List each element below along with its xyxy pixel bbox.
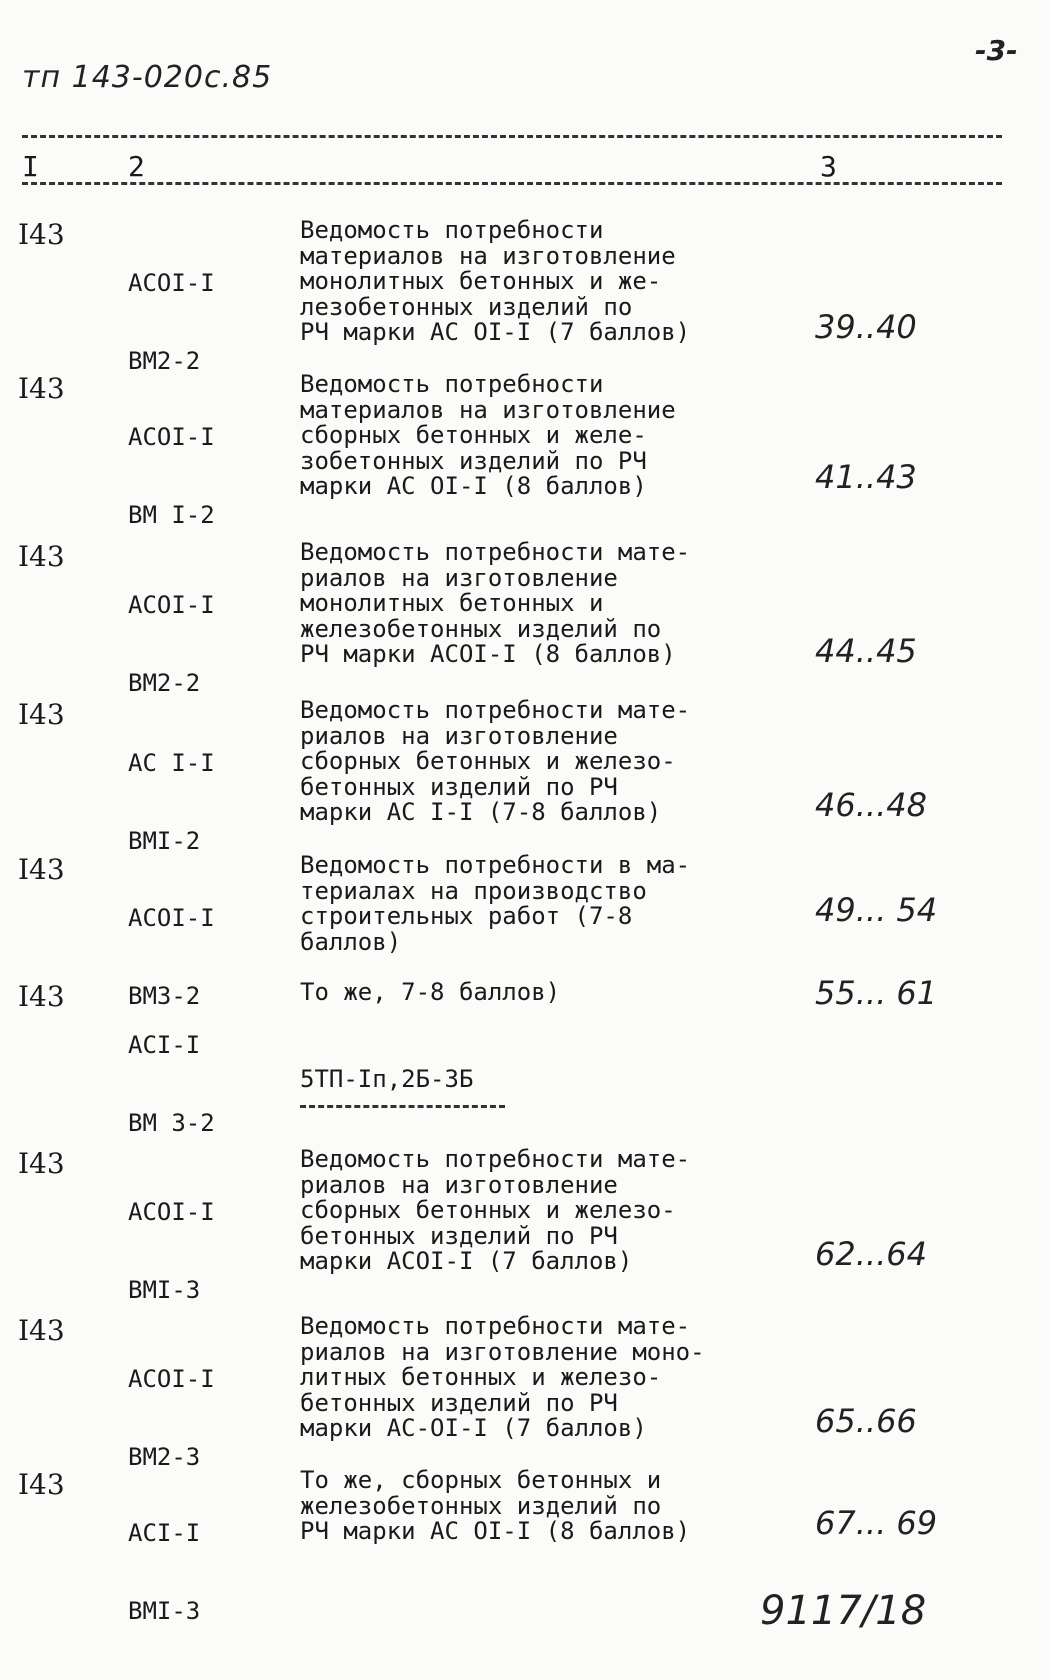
dashed-rule-header: [22, 182, 1002, 185]
album-code-line: ACI-I: [128, 1031, 201, 1059]
description-line: лезобетонных изделий по: [300, 292, 633, 321]
document-description: [300, 853, 770, 955]
description-line: риалов на изготовление моно-: [300, 1337, 705, 1366]
album-code-line: BM2-2: [128, 347, 201, 375]
album-code: [128, 1468, 215, 1676]
description-line: То же, 7-8 баллов): [300, 978, 561, 1006]
description-line: бетонных изделий по РЧ: [300, 1221, 618, 1250]
column-header-2: 2: [128, 150, 145, 183]
page-range: 67... 69: [815, 1504, 938, 1542]
description-line: монолитных бетонных и: [300, 589, 604, 617]
album-code-line: ACOI-I: [128, 904, 215, 932]
page-range: 44..45: [815, 632, 917, 670]
series-number: I43: [18, 980, 65, 1013]
description-line: бетонных изделий по РЧ: [300, 1388, 618, 1417]
description-line: бетонных изделий по РЧ: [300, 772, 618, 801]
description-line: сборных бетонных и желе-: [300, 421, 647, 449]
document-description: [300, 1147, 770, 1275]
column-header-3: 3: [820, 150, 837, 183]
page-range: 62...64: [815, 1235, 927, 1273]
album-code-line: BMI-3: [128, 1276, 201, 1304]
description-line: Ведомость потребности: [300, 370, 604, 398]
album-code-line: BM I-2: [128, 501, 215, 529]
album-code-line: BMI-3: [128, 1597, 201, 1625]
album-code-line: BM 3-2: [128, 1109, 215, 1137]
album-code-line: AC I-I: [128, 749, 215, 777]
description-line: сборных бетонных и железо-: [300, 747, 676, 775]
description-line: сборных бетонных и железо-: [300, 1196, 676, 1224]
album-code-line: ACOI-I: [128, 423, 215, 451]
document-description: [300, 218, 770, 346]
archive-number: 9117/18: [760, 1588, 927, 1634]
description-line: марки АС I-I (7-8 баллов): [300, 798, 662, 826]
series-number: I43: [18, 372, 65, 405]
page-range: 49... 54: [815, 891, 938, 929]
description-line: риалов на изготовление: [300, 1170, 618, 1199]
description-line: марки ACOI-I (7 баллов): [300, 1247, 633, 1275]
album-code-line: BM3-2: [128, 982, 201, 1010]
description-line: Ведомость потребности мате-: [300, 1312, 691, 1340]
album-code-line: ACOI-I: [128, 1365, 215, 1393]
description-line: териалах на производство: [300, 876, 647, 905]
page-range: 41..43: [815, 458, 917, 496]
document-code: тп 143-020с.85: [22, 60, 273, 95]
page-number: -3-: [975, 34, 1018, 67]
description-line: железобетонных изделий по: [300, 1491, 662, 1520]
description-line: материалов на изготовление: [300, 395, 676, 424]
description-line: РЧ марки АС OI-I (7 баллов): [300, 318, 691, 346]
description-line: Ведомость потребности мате-: [300, 1145, 691, 1173]
description-line: железобетонных изделий по: [300, 614, 662, 643]
column-header-1: I: [22, 150, 39, 183]
description-line: риалов на изготовление: [300, 563, 618, 592]
series-number: I43: [18, 853, 65, 886]
page-range: 65..66: [815, 1402, 917, 1440]
description-line: Ведомость потребности мате-: [300, 696, 691, 724]
album-code-line: BMI-2: [128, 827, 201, 855]
album-code-line: ACOI-I: [128, 269, 215, 297]
description-line: марки АС OI-I (8 баллов): [300, 472, 647, 500]
document-description: [300, 698, 770, 826]
description-line: монолитных бетонных и же-: [300, 267, 662, 295]
section-title: 5ТП-Iп,2Б-3Б: [300, 1065, 474, 1093]
page-range: 55... 61: [815, 974, 938, 1012]
album-code-line: ACOI-I: [128, 591, 215, 619]
description-line: Ведомость потребности: [300, 216, 604, 244]
description-line: баллов): [300, 927, 402, 956]
document-description: [300, 540, 770, 668]
document-description: [300, 1468, 770, 1545]
series-number: I43: [18, 540, 65, 573]
series-number: I43: [18, 1468, 65, 1501]
description-line: строительных работ (7-8: [300, 902, 633, 930]
description-line: зобетонных изделий по РЧ: [300, 446, 647, 475]
dashed-rule-top: [22, 135, 1002, 138]
series-number: I43: [18, 1147, 65, 1180]
document-description: [300, 980, 770, 1006]
album-code-line: BM2-2: [128, 669, 201, 697]
document-description: [300, 372, 770, 500]
description-line: РЧ марки АС OI-I (8 баллов): [300, 1517, 691, 1545]
series-number: I43: [18, 1314, 65, 1347]
dashed-rule-section: [300, 1105, 505, 1108]
album-code-line: ACI-I: [128, 1519, 201, 1547]
album-code-line: BM2-3: [128, 1443, 201, 1471]
description-line: РЧ марки ACOI-I (8 баллов): [300, 640, 676, 668]
page-range: 46...48: [815, 786, 927, 824]
series-number: I43: [18, 698, 65, 731]
description-line: То же, сборных бетонных и: [300, 1466, 662, 1494]
description-line: Ведомость потребности в ма-: [300, 851, 691, 879]
series-number: I43: [18, 218, 65, 251]
page-range: 39..40: [815, 308, 917, 346]
description-line: риалов на изготовление: [300, 721, 618, 750]
description-line: марки АС-OI-I (7 баллов): [300, 1414, 647, 1442]
document-description: [300, 1314, 770, 1442]
description-line: Ведомость потребности мате-: [300, 538, 691, 566]
album-code-line: ACOI-I: [128, 1198, 215, 1226]
description-line: материалов на изготовление: [300, 241, 676, 270]
description-line: литных бетонных и железо-: [300, 1363, 662, 1391]
